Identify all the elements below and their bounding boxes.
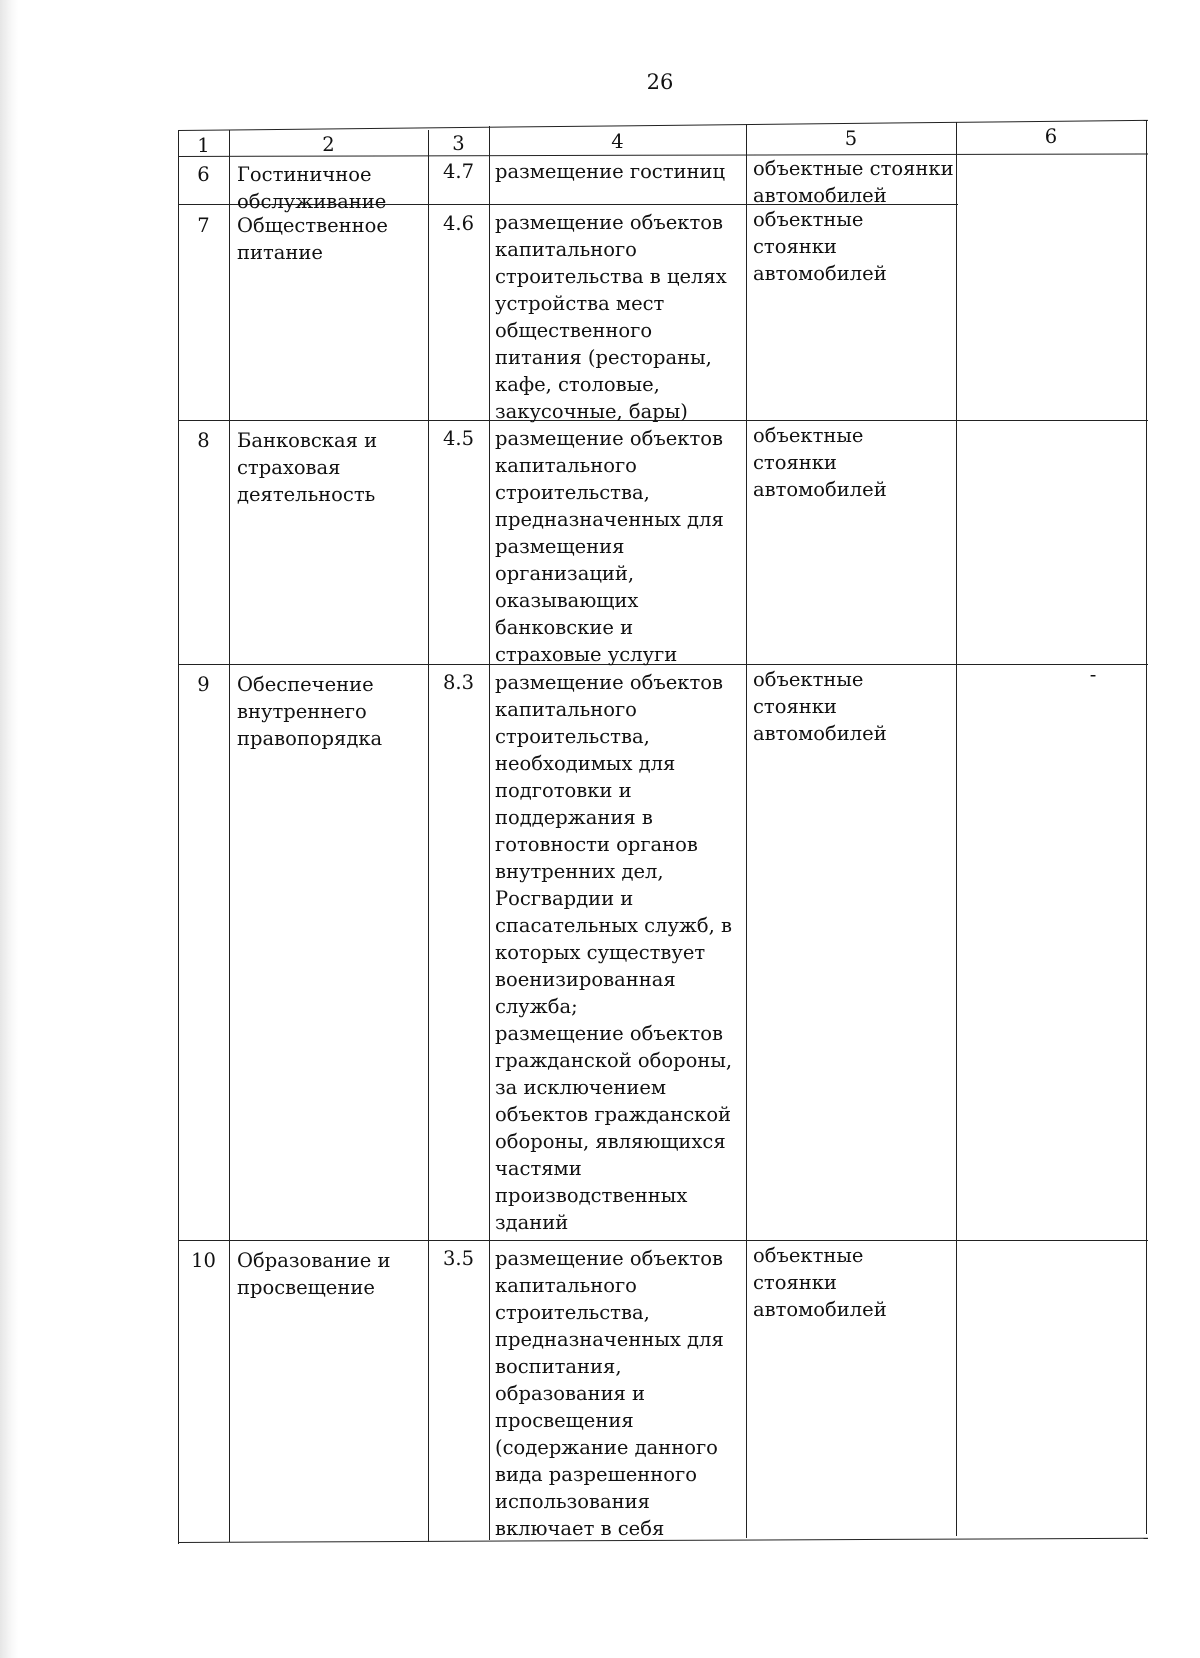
row-8-code: 4.5 [442,427,474,450]
row-10-number: 10 [191,1249,216,1272]
row-6-code: 4.7 [442,160,474,183]
row-9-code: 8.3 [442,671,474,694]
row-7-number: 7 [197,214,210,237]
row-9-number: 9 [197,673,210,696]
row-7-description: размещение объектов капитального строительства в целях устройства мест общественного питания (рестораны, кафе, столовые, закусочные, бары) [495,211,727,423]
row-10-code: 3.5 [442,1247,474,1270]
zoning-table [178,120,1148,1542]
header-col-3: 3 [452,132,465,155]
row-9-description: размещение объектов капитального строительства, необходимых для подготовки и поддержания в готовности органов внутренних дел, Росгвардии и спасательных служб, в которых существует военизированная служба; размещение объектов гражданской обороны, за исключением объектов гражданской обороны, являющихся частями производственных зданий [495,671,733,1234]
row-10-parking: объектные стоянки автомобилей [753,1244,887,1321]
table-rule-col2 [428,130,429,1542]
row-6-number: 6 [197,163,210,186]
header-col-2: 2 [322,133,335,156]
row-7-parking: объектные стоянки автомобилей [753,208,887,285]
table-rule-col5 [956,122,957,1536]
row-9-col6-dash: - [1089,663,1097,686]
row-7-name: Общественное питание [237,214,388,264]
scan-edge [0,0,18,1658]
row-7-code: 4.6 [442,212,474,235]
row-6-name: Гостиничное обслуживание [237,163,387,213]
table-border-right [1146,120,1147,1534]
row-10-description: размещение объектов капитального строительства, предназначенных для воспитания, образования и просвещения (содержание данного вида разрешенного использования включает в себя [495,1247,724,1540]
row-8-name: Банковская и страховая деятельность [237,429,378,506]
row-10-name: Образование и просвещение [237,1249,391,1299]
header-col-5: 5 [844,127,858,150]
row-9-parking: объектные стоянки автомобилей [753,668,887,745]
row-8-number: 8 [197,429,210,452]
row-9-bottom-rule [178,1240,1148,1241]
page-number: 26 [646,70,674,94]
header-col-1: 1 [197,134,210,157]
table-rule-col4 [746,124,747,1538]
table-rule-col3 [489,126,490,1540]
row-6-parking: объектные стоянки автомобилей [753,157,954,207]
header-col-6: 6 [1044,125,1058,148]
row-8-description: размещение объектов капитального строительства, предназначенных для размещения организаций, оказывающих банковские и страховые услуги [495,427,724,666]
row-6-description: размещение гостиниц [495,160,726,183]
row-8-parking: объектные стоянки автомобилей [753,424,887,501]
header-col-4: 4 [611,130,624,153]
table-rule-col1 [229,130,230,1542]
table-border-left [178,130,179,1544]
row-9-name: Обеспечение внутреннего правопорядка [237,673,383,750]
